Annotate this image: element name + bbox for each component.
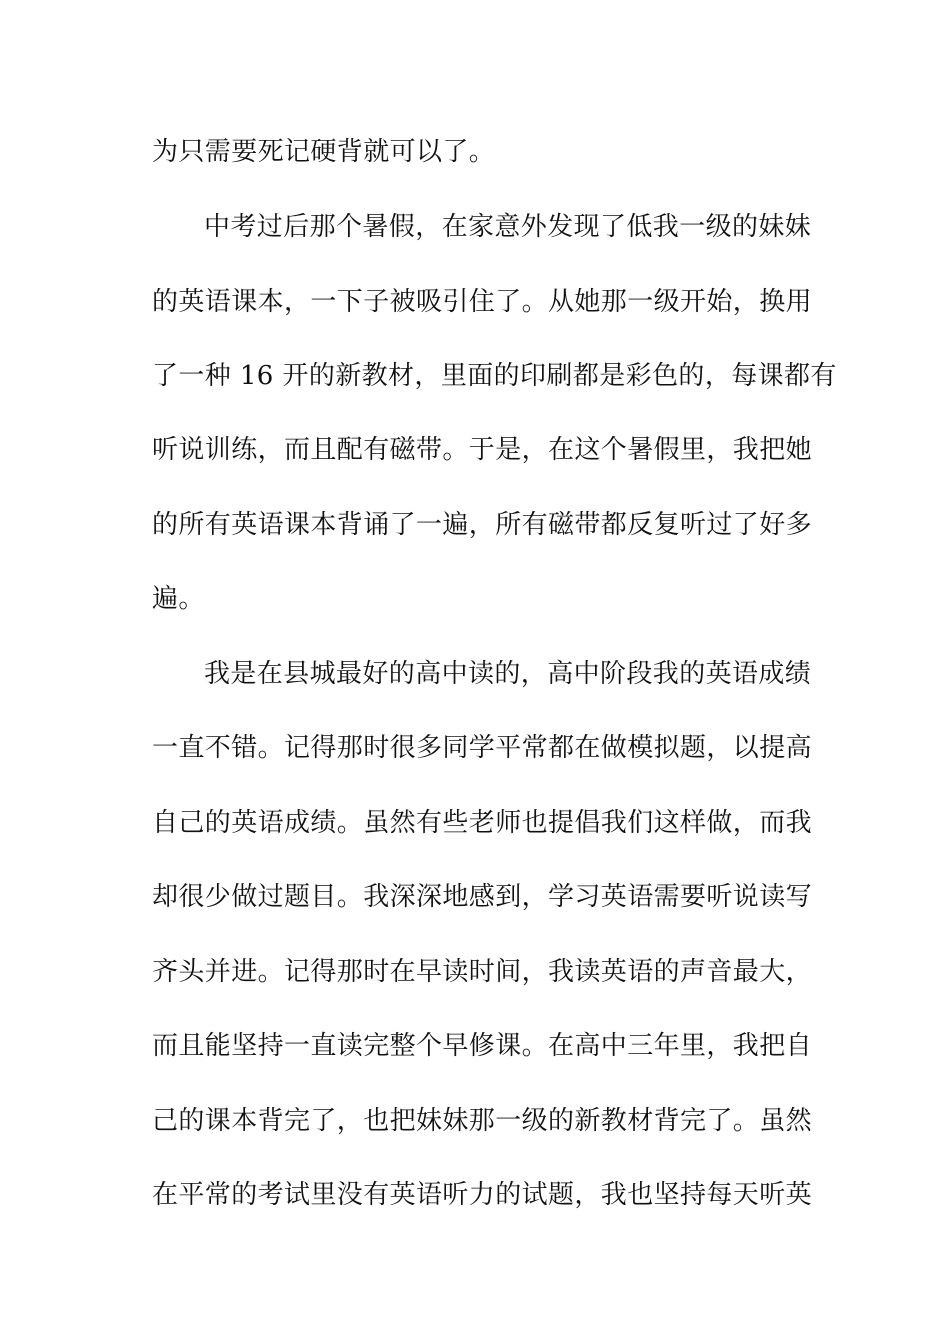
text-line-1: 为只需要死记硬背就可以了。: [152, 137, 496, 167]
text-line-8: 我是在县城最好的高中读的，高中阶段我的英语成绩: [204, 659, 812, 689]
text-line-13: 而且能坚持一直读完整个早修课。在高中三年里，我把自: [152, 1031, 813, 1061]
text-line-11: 却很少做过题目。我深深地感到，学习英语需要听说读写: [152, 882, 813, 912]
text-line-12: 齐头并进。记得那时在早读时间，我读英语的声音最大，: [152, 957, 813, 987]
text-line-6: 的所有英语课本背诵了一遍，所有磁带都反复听过了好多: [152, 510, 813, 540]
text-line-7: 遍。: [152, 584, 205, 614]
text-line-14: 己的课本背完了，也把妹妹那一级的新教材背完了。虽然: [152, 1106, 813, 1136]
text-line-5: 听说训练，而且配有磁带。于是，在这个暑假里，我把她: [152, 435, 813, 465]
text-line-10: 自己的英语成绩。虽然有些老师也提倡我们这样做，而我: [152, 808, 813, 838]
text-line-9: 一直不错。记得那时很多同学平常都在做模拟题，以提高: [152, 733, 813, 763]
text-line-15: 在平常的考试里没有英语听力的试题，我也坚持每天听英: [152, 1180, 813, 1210]
text-line-4: 了一种 16 开的新教材，里面的印刷都是彩色的，每课都有: [152, 361, 837, 391]
text-line-2: 中考过后那个暑假，在家意外发现了低我一级的妹妹: [204, 212, 812, 242]
text-line-3: 的英语课本，一下子被吸引住了。从她那一级开始，换用: [152, 287, 813, 317]
